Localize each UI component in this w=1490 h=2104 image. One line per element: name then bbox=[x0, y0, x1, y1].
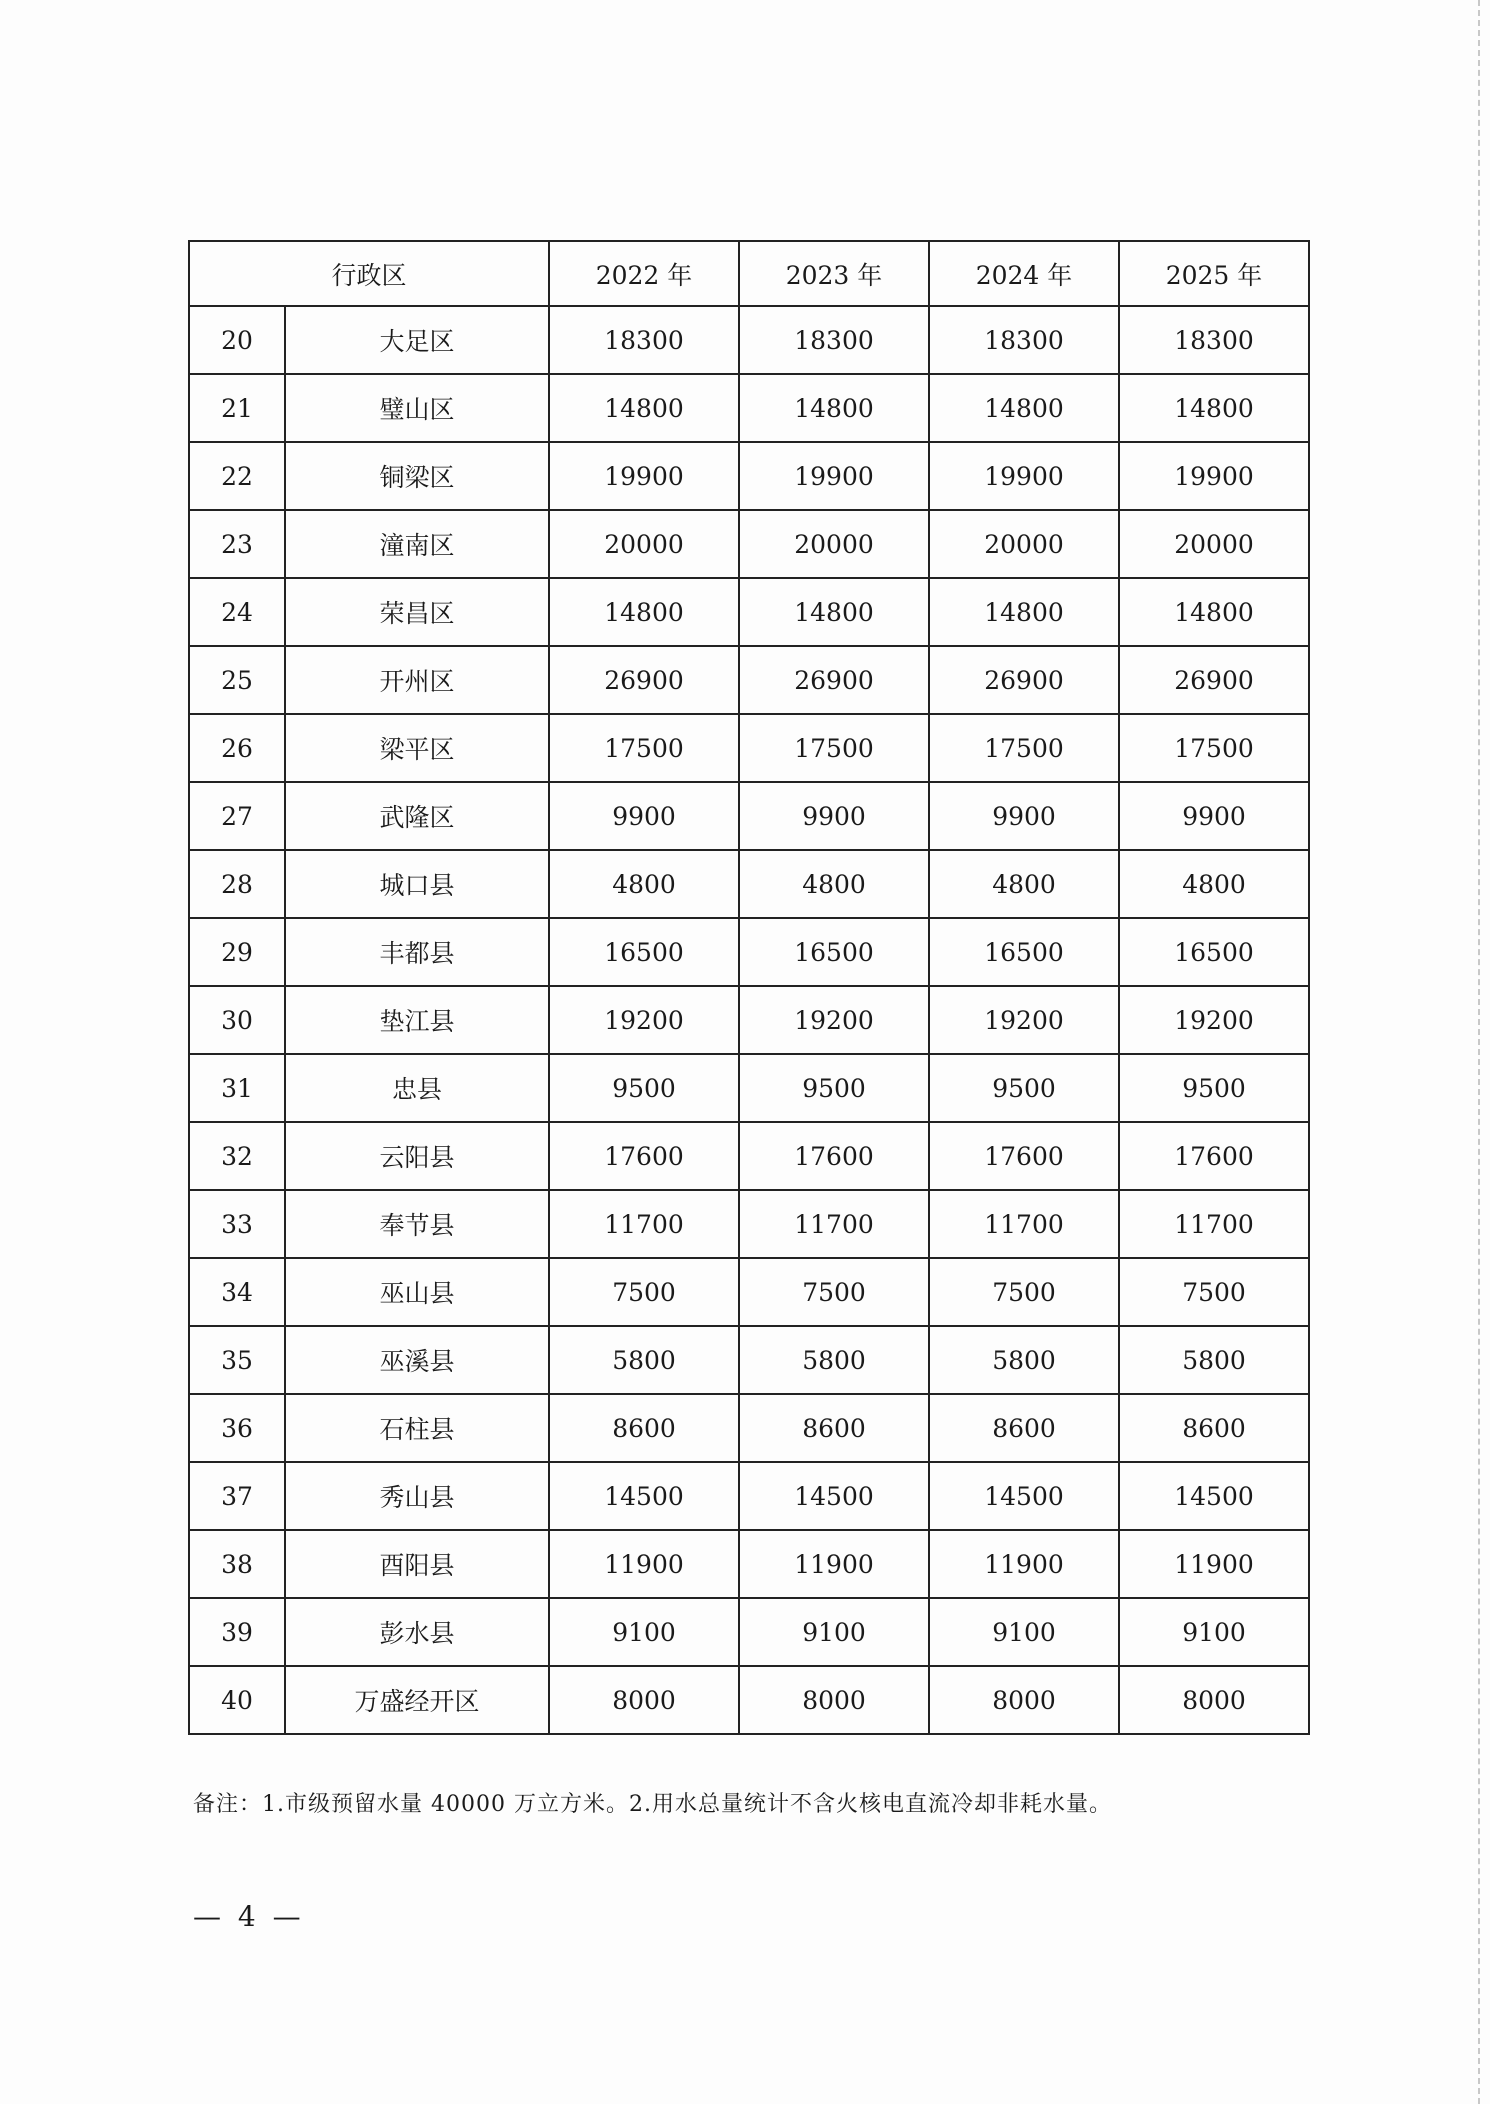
table-row bbox=[189, 782, 1309, 850]
table-row bbox=[189, 306, 1309, 374]
quota-value-cell: 18300 bbox=[929, 306, 1119, 374]
quota-value-cell: 9900 bbox=[1119, 782, 1309, 850]
quota-value-cell: 4800 bbox=[1119, 850, 1309, 918]
quota-value-cell: 9100 bbox=[739, 1598, 929, 1666]
quota-value-cell: 9100 bbox=[549, 1598, 739, 1666]
quota-value-cell: 9500 bbox=[929, 1054, 1119, 1122]
quota-value-cell: 8000 bbox=[1119, 1666, 1309, 1734]
table-row bbox=[189, 1054, 1309, 1122]
page-number: — 4 — bbox=[193, 1900, 305, 1933]
quota-value-cell: 7500 bbox=[1119, 1258, 1309, 1326]
row-number-cell: 28 bbox=[189, 850, 285, 918]
quota-value-cell: 14800 bbox=[929, 374, 1119, 442]
scan-edge-line bbox=[1478, 0, 1480, 2104]
quota-value-cell: 8600 bbox=[929, 1394, 1119, 1462]
row-number-cell: 22 bbox=[189, 442, 285, 510]
quota-value-cell: 26900 bbox=[929, 646, 1119, 714]
region-name-cell: 巫溪县 bbox=[285, 1326, 549, 1394]
quota-value-cell: 17600 bbox=[929, 1122, 1119, 1190]
quota-value-cell: 26900 bbox=[1119, 646, 1309, 714]
region-name-cell: 大足区 bbox=[285, 306, 549, 374]
quota-value-cell: 8000 bbox=[549, 1666, 739, 1734]
quota-value-cell: 4800 bbox=[929, 850, 1119, 918]
quota-value-cell: 7500 bbox=[549, 1258, 739, 1326]
quota-value-cell: 5800 bbox=[1119, 1326, 1309, 1394]
header-year-2022: 2022 年 bbox=[549, 241, 739, 306]
quota-value-cell: 9100 bbox=[929, 1598, 1119, 1666]
quota-value-cell: 14800 bbox=[929, 578, 1119, 646]
region-name-cell: 酉阳县 bbox=[285, 1530, 549, 1598]
table-row bbox=[189, 1122, 1309, 1190]
quota-value-cell: 9900 bbox=[739, 782, 929, 850]
quota-value-cell: 11700 bbox=[739, 1190, 929, 1258]
table-row bbox=[189, 1326, 1309, 1394]
quota-value-cell: 19900 bbox=[549, 442, 739, 510]
quota-value-cell: 5800 bbox=[739, 1326, 929, 1394]
quota-value-cell: 14500 bbox=[1119, 1462, 1309, 1530]
row-number-cell: 31 bbox=[189, 1054, 285, 1122]
quota-value-cell: 14800 bbox=[1119, 578, 1309, 646]
region-name-cell: 开州区 bbox=[285, 646, 549, 714]
footnote: 备注：1.市级预留水量 40000 万立方米。2.用水总量统计不含火核电直流冷却非耗水量。 bbox=[193, 1792, 1112, 1817]
quota-value-cell: 14800 bbox=[739, 578, 929, 646]
region-name-cell: 万盛经开区 bbox=[285, 1666, 549, 1734]
row-number-cell: 40 bbox=[189, 1666, 285, 1734]
quota-value-cell: 11900 bbox=[1119, 1530, 1309, 1598]
quota-value-cell: 17500 bbox=[739, 714, 929, 782]
quota-value-cell: 19200 bbox=[1119, 986, 1309, 1054]
quota-value-cell: 11900 bbox=[739, 1530, 929, 1598]
row-number-cell: 29 bbox=[189, 918, 285, 986]
row-number-cell: 23 bbox=[189, 510, 285, 578]
row-number-cell: 38 bbox=[189, 1530, 285, 1598]
row-number-cell: 20 bbox=[189, 306, 285, 374]
quota-value-cell: 18300 bbox=[549, 306, 739, 374]
quota-value-cell: 14500 bbox=[929, 1462, 1119, 1530]
row-number-cell: 30 bbox=[189, 986, 285, 1054]
quota-value-cell: 19900 bbox=[1119, 442, 1309, 510]
quota-value-cell: 17600 bbox=[1119, 1122, 1309, 1190]
quota-value-cell: 11700 bbox=[929, 1190, 1119, 1258]
quota-value-cell: 17500 bbox=[929, 714, 1119, 782]
quota-value-cell: 14500 bbox=[739, 1462, 929, 1530]
row-number-cell: 27 bbox=[189, 782, 285, 850]
quota-value-cell: 16500 bbox=[739, 918, 929, 986]
quota-value-cell: 9900 bbox=[929, 782, 1119, 850]
quota-value-cell: 26900 bbox=[549, 646, 739, 714]
quota-value-cell: 11900 bbox=[929, 1530, 1119, 1598]
table-row bbox=[189, 1258, 1309, 1326]
quota-value-cell: 17600 bbox=[549, 1122, 739, 1190]
row-number-cell: 37 bbox=[189, 1462, 285, 1530]
quota-value-cell: 20000 bbox=[929, 510, 1119, 578]
quota-value-cell: 9500 bbox=[1119, 1054, 1309, 1122]
header-year-2025: 2025 年 bbox=[1119, 241, 1309, 306]
quota-value-cell: 8000 bbox=[929, 1666, 1119, 1734]
region-name-cell: 彭水县 bbox=[285, 1598, 549, 1666]
row-number-cell: 36 bbox=[189, 1394, 285, 1462]
table-row bbox=[189, 1666, 1309, 1734]
region-name-cell: 荣昌区 bbox=[285, 578, 549, 646]
table-row bbox=[189, 1598, 1309, 1666]
quota-value-cell: 11700 bbox=[1119, 1190, 1309, 1258]
table-row bbox=[189, 714, 1309, 782]
quota-value-cell: 5800 bbox=[929, 1326, 1119, 1394]
quota-value-cell: 19200 bbox=[739, 986, 929, 1054]
table-header-row bbox=[189, 241, 1309, 306]
table-row bbox=[189, 1462, 1309, 1530]
header-year-2024: 2024 年 bbox=[929, 241, 1119, 306]
quota-value-cell: 7500 bbox=[929, 1258, 1119, 1326]
region-name-cell: 梁平区 bbox=[285, 714, 549, 782]
region-name-cell: 忠县 bbox=[285, 1054, 549, 1122]
quota-value-cell: 14500 bbox=[549, 1462, 739, 1530]
quota-value-cell: 26900 bbox=[739, 646, 929, 714]
header-year-2023: 2023 年 bbox=[739, 241, 929, 306]
region-name-cell: 云阳县 bbox=[285, 1122, 549, 1190]
table-row bbox=[189, 646, 1309, 714]
quota-value-cell: 19900 bbox=[929, 442, 1119, 510]
water-quota-table bbox=[188, 240, 1310, 1735]
quota-value-cell: 9100 bbox=[1119, 1598, 1309, 1666]
quota-value-cell: 8600 bbox=[1119, 1394, 1309, 1462]
quota-value-cell: 17600 bbox=[739, 1122, 929, 1190]
quota-value-cell: 14800 bbox=[549, 578, 739, 646]
row-number-cell: 39 bbox=[189, 1598, 285, 1666]
quota-value-cell: 18300 bbox=[1119, 306, 1309, 374]
row-number-cell: 26 bbox=[189, 714, 285, 782]
table-row bbox=[189, 986, 1309, 1054]
quota-value-cell: 14800 bbox=[1119, 374, 1309, 442]
region-name-cell: 石柱县 bbox=[285, 1394, 549, 1462]
quota-value-cell: 11900 bbox=[549, 1530, 739, 1598]
quota-value-cell: 11700 bbox=[549, 1190, 739, 1258]
table-body bbox=[189, 306, 1309, 1734]
quota-value-cell: 9500 bbox=[549, 1054, 739, 1122]
row-number-cell: 32 bbox=[189, 1122, 285, 1190]
table-row bbox=[189, 1190, 1309, 1258]
quota-value-cell: 9500 bbox=[739, 1054, 929, 1122]
quota-value-cell: 8600 bbox=[739, 1394, 929, 1462]
region-name-cell: 垫江县 bbox=[285, 986, 549, 1054]
table-row bbox=[189, 442, 1309, 510]
quota-value-cell: 20000 bbox=[1119, 510, 1309, 578]
table-row bbox=[189, 850, 1309, 918]
table-row bbox=[189, 1530, 1309, 1598]
table-row bbox=[189, 1394, 1309, 1462]
quota-value-cell: 16500 bbox=[1119, 918, 1309, 986]
quota-value-cell: 19200 bbox=[549, 986, 739, 1054]
row-number-cell: 33 bbox=[189, 1190, 285, 1258]
quota-value-cell: 17500 bbox=[1119, 714, 1309, 782]
row-number-cell: 21 bbox=[189, 374, 285, 442]
quota-value-cell: 19200 bbox=[929, 986, 1119, 1054]
quota-value-cell: 16500 bbox=[549, 918, 739, 986]
region-name-cell: 潼南区 bbox=[285, 510, 549, 578]
table-row bbox=[189, 374, 1309, 442]
region-name-cell: 秀山县 bbox=[285, 1462, 549, 1530]
table-row bbox=[189, 578, 1309, 646]
quota-value-cell: 9900 bbox=[549, 782, 739, 850]
quota-value-cell: 8000 bbox=[739, 1666, 929, 1734]
quota-value-cell: 8600 bbox=[549, 1394, 739, 1462]
region-name-cell: 丰都县 bbox=[285, 918, 549, 986]
quota-value-cell: 5800 bbox=[549, 1326, 739, 1394]
quota-value-cell: 14800 bbox=[549, 374, 739, 442]
region-name-cell: 巫山县 bbox=[285, 1258, 549, 1326]
quota-value-cell: 18300 bbox=[739, 306, 929, 374]
row-number-cell: 24 bbox=[189, 578, 285, 646]
quota-value-cell: 16500 bbox=[929, 918, 1119, 986]
region-name-cell: 奉节县 bbox=[285, 1190, 549, 1258]
row-number-cell: 35 bbox=[189, 1326, 285, 1394]
region-name-cell: 璧山区 bbox=[285, 374, 549, 442]
region-name-cell: 武隆区 bbox=[285, 782, 549, 850]
header-region: 行政区 bbox=[189, 241, 549, 306]
quota-value-cell: 17500 bbox=[549, 714, 739, 782]
quota-value-cell: 7500 bbox=[739, 1258, 929, 1326]
quota-value-cell: 20000 bbox=[549, 510, 739, 578]
region-name-cell: 城口县 bbox=[285, 850, 549, 918]
table-row bbox=[189, 918, 1309, 986]
quota-value-cell: 4800 bbox=[549, 850, 739, 918]
quota-value-cell: 20000 bbox=[739, 510, 929, 578]
quota-value-cell: 14800 bbox=[739, 374, 929, 442]
row-number-cell: 25 bbox=[189, 646, 285, 714]
quota-value-cell: 19900 bbox=[739, 442, 929, 510]
table-row bbox=[189, 510, 1309, 578]
row-number-cell: 34 bbox=[189, 1258, 285, 1326]
region-name-cell: 铜梁区 bbox=[285, 442, 549, 510]
quota-value-cell: 4800 bbox=[739, 850, 929, 918]
